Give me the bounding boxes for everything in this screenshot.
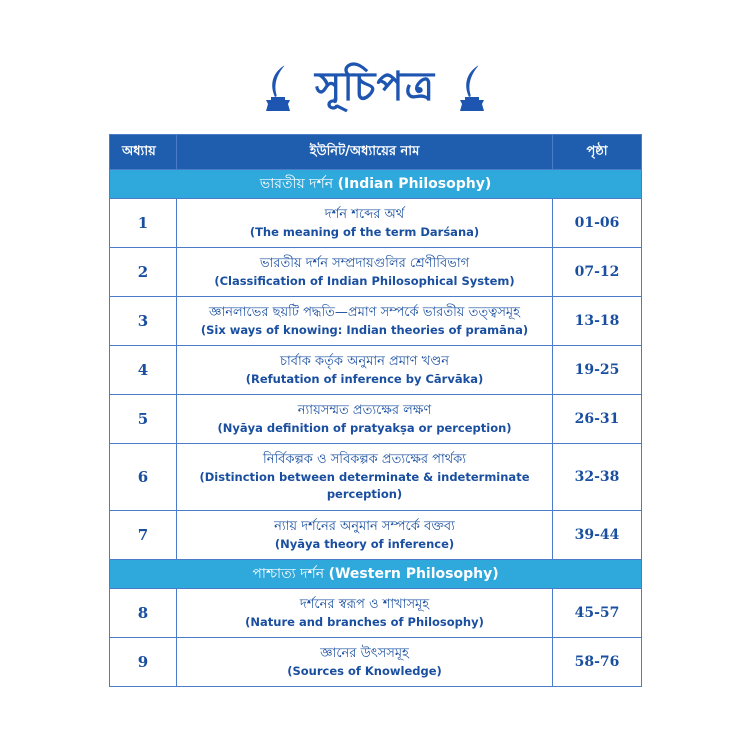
quill-inkwell-icon: [263, 64, 293, 112]
page-range: 45-57: [553, 589, 642, 638]
chapter-title-bn: চার্বাক কর্তৃক অনুমান প্রমাণ খণ্ডন: [280, 353, 449, 369]
chapter-number: 2: [110, 248, 177, 297]
page-title: সূচিপত্র: [315, 63, 435, 110]
table-header-row: [110, 135, 642, 170]
chapter-number: 3: [110, 297, 177, 346]
chapter-number: 8: [110, 589, 177, 638]
chapter-title-en: (Nyāya definition of pratyakṣa or perception): [217, 420, 512, 435]
page-range: 07-12: [553, 248, 642, 297]
section-heading-row: [110, 560, 642, 589]
title-bar: [0, 58, 750, 118]
section-heading-bn: ভারতীয় দর্শন: [259, 176, 334, 192]
chapter-title-en: (Refutation of inference by Cārvāka): [245, 371, 484, 386]
chapter-title-bn: দর্শন শব্দের অর্থ: [324, 206, 405, 222]
chapter-number: 1: [110, 199, 177, 248]
page-range: 19-25: [553, 346, 642, 395]
name-column-header: ইউনিট/অধ্যায়ের নাম: [177, 135, 553, 170]
section-heading-row: [110, 170, 642, 199]
table-row: [110, 248, 642, 297]
page-range: 26-31: [553, 395, 642, 444]
chapter-title-bn: দর্শনের স্বরূপ ও শাখাসমূহ: [299, 596, 430, 612]
table-row: [110, 589, 642, 638]
chapter-number: 4: [110, 346, 177, 395]
page-column-header: পৃষ্ঠা: [553, 135, 642, 170]
chapter-title-en: (Nyāya theory of inference): [274, 536, 455, 551]
quill-inkwell-icon: [457, 64, 487, 112]
page-range: 32-38: [553, 444, 642, 511]
chapter-title-bn: ভারতীয় দর্শন সম্প্রদায়গুলির শ্রেণীবিভাগ: [259, 255, 470, 271]
chapter-column-header: অধ্যায়: [110, 135, 177, 170]
chapter-number: 7: [110, 511, 177, 560]
table-row: [110, 199, 642, 248]
chapter-title-bn: ন্যায় দর্শনের অনুমান সম্পর্কে বক্তব্য: [274, 518, 455, 534]
section-heading-en: (Western Philosophy): [328, 566, 499, 582]
page-range: 13-18: [553, 297, 642, 346]
section-heading-en: (Indian Philosophy): [337, 176, 492, 192]
table-row: [110, 444, 642, 511]
chapter-title-bn: জ্ঞানলাভের ছয়টি পদ্ধতি—প্রমাণ সম্পর্কে ভারতীয় তত্ত্বসমূহ: [209, 304, 520, 320]
chapter-title-en: (Six ways of knowing: Indian theories of pramāna): [200, 322, 529, 337]
chapter-number: 9: [110, 638, 177, 687]
section-heading-bn: পাশ্চাত্য দর্শন: [252, 566, 325, 582]
contents-table: [109, 134, 642, 687]
chapter-title-en: (Classification of Indian Philosophical System): [214, 273, 515, 288]
page-range: 58-76: [553, 638, 642, 687]
chapter-title-en: (Nature and branches of Philosophy): [245, 614, 484, 629]
table-row: [110, 511, 642, 560]
table-row: [110, 638, 642, 687]
chapter-title-en: (Distinction between determinate & indeterminate perception): [199, 470, 530, 501]
table-row: [110, 395, 642, 444]
table-row: [110, 346, 642, 395]
chapter-title-bn: নির্বিকল্পক ও সবিকল্পক প্রত্যক্ষের পার্থক্য: [262, 452, 467, 467]
chapter-number: 5: [110, 395, 177, 444]
table-row: [110, 297, 642, 346]
page-range: 39-44: [553, 511, 642, 560]
chapter-title-bn: ন্যায়সম্মত প্রত্যক্ষের লক্ষণ: [297, 402, 432, 418]
chapter-title-en: (The meaning of the term Darśana): [249, 224, 480, 239]
chapter-number: 6: [110, 444, 177, 511]
chapter-title-bn: জ্ঞানের উৎসসমূহ: [320, 645, 409, 661]
chapter-title-en: (Sources of Knowledge): [287, 663, 442, 678]
page-range: 01-06: [553, 199, 642, 248]
